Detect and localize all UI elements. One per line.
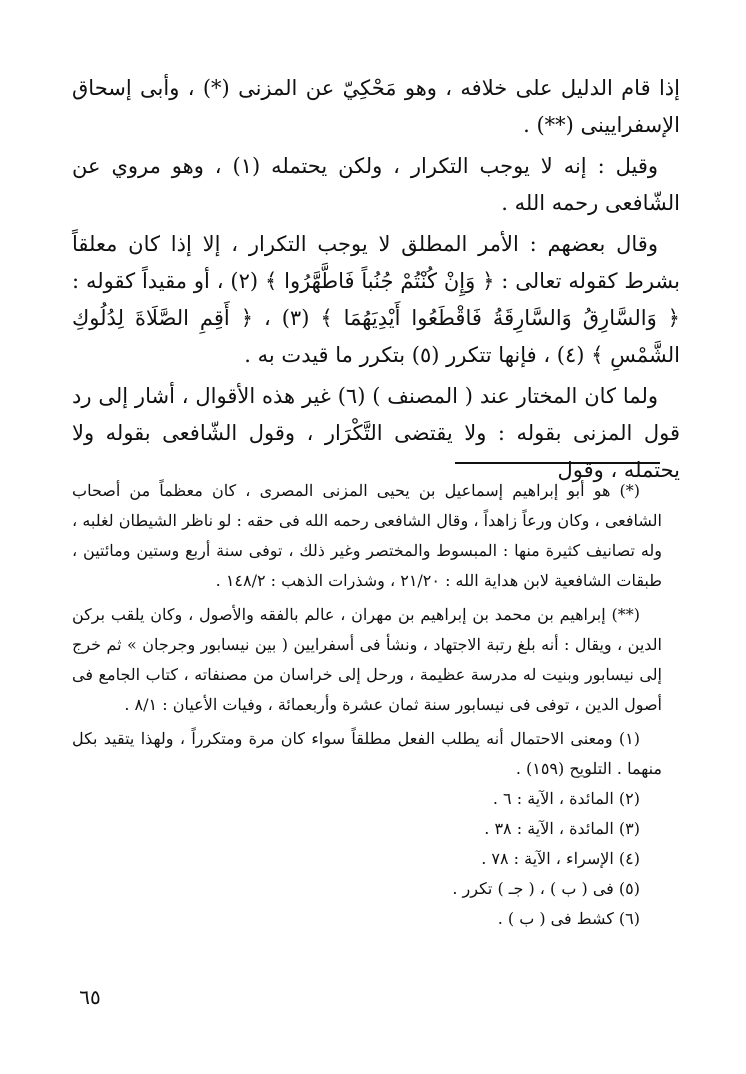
footnote-divider [455, 462, 660, 464]
footnote-3: (٣) المائدة ، الآية : ٣٨ . [484, 819, 640, 838]
main-paragraph-3: وقال بعضهم : الأمر المطلق لا يوجب التكرار ، إلا إذا كان معلقاً بشرط كقوله تعالى : ﴿ وَإِنْ كُنْتُمْ جُنُباً فَاطَّهَّرُوا ﴾ (٢) ، أو مقيداً كقوله : ﴿ وَالسَّارِقُ وَالسَّارِقَةُ فَاقْطَعُوا أَيْدِيَهُمَا ﴾ (٣) ، ﴿ أَقِمِ الصَّلَاةَ لِدُلُوكِ الشَّمْسِ ﴾ (٤) ، فإنها تتكرر (٥) بتكرر ما قيدت به . [72, 232, 680, 367]
footnote-muzani: (*) هو أبو إبراهيم إسماعيل بن يحيى المزنى المصرى ، كان معظماً من أصحاب الشافعى ، وكان ورعاً زاهداً ، وقال الشافعى رحمه الله فى حقه : لو ناظر الشيطان لغلبه ، وله تصانيف كثيرة منها : المبسوط والمختصر وغير ذلك ، توفى سنة أربع وستين ومائتين ، طبقات الشافعية لابن هداية الله : ٢١/٢٠ ، وشذرات الذهب : ١٤٨/٢ . [72, 481, 662, 590]
main-paragraph-1: إذا قام الدليل على خلافه ، وهو مَحْكِيّ عن المزنى (*) ، وأبى إسحاق الإسفرايينى (**) . [72, 76, 680, 137]
main-paragraph-2: وقيل : إنه لا يوجب التكرار ، ولكن يحتمله (١) ، وهو مروي عن الشّافعى رحمه الله . [72, 154, 680, 215]
footnote-6: (٦) كشط فى ( ب ) . [497, 909, 640, 928]
footnotes [72, 476, 662, 934]
footnote-5: (٥) فى ( ب ) ، ( جـ ) تكرر . [452, 879, 640, 898]
footnote-2: (٢) المائدة ، الآية : ٦ . [492, 789, 640, 808]
footnote-4: (٤) الإسراء ، الآية : ٧٨ . [481, 849, 640, 868]
main-text [72, 70, 680, 489]
footnote-1: (١) ومعنى الاحتمال أنه يطلب الفعل مطلقاً سواء كان مرة ومتكرراً ، ولهذا يتقيد بكل منهما . التلويح (١٥٩) . [72, 729, 662, 778]
page-number: ٦٥ [79, 985, 101, 1009]
footnote-isfarayini: (**) إبراهيم بن محمد بن إبراهيم بن مهران ، عالم بالفقه والأصول ، وكان يلقب بركن الدين ، ويقال : أنه بلغ رتبة الاجتهاد ، ونشأ فى أسفرايين ( بين نيسابور وجرجان » ثم خرج إلى نيسابور وبنيت له مدرسة عظيمة ، ورحل إلى خراسان من مصنفاته ، كتاب الجامع فى أصول الدين ، توفى فى نيسابور سنة ثمان عشرة وأربعمائة ، وفيات الأعيان : ٨/١ . [72, 605, 663, 714]
main-paragraph-4: ولما كان المختار عند ( المصنف ) (٦) غير هذه الأقوال ، أشار إلى رد قول المزنى بقوله : ولا يقتضى التَّكْرَار ، وقول الشّافعى بقوله ولا يحتمله ، وقول [72, 384, 680, 482]
